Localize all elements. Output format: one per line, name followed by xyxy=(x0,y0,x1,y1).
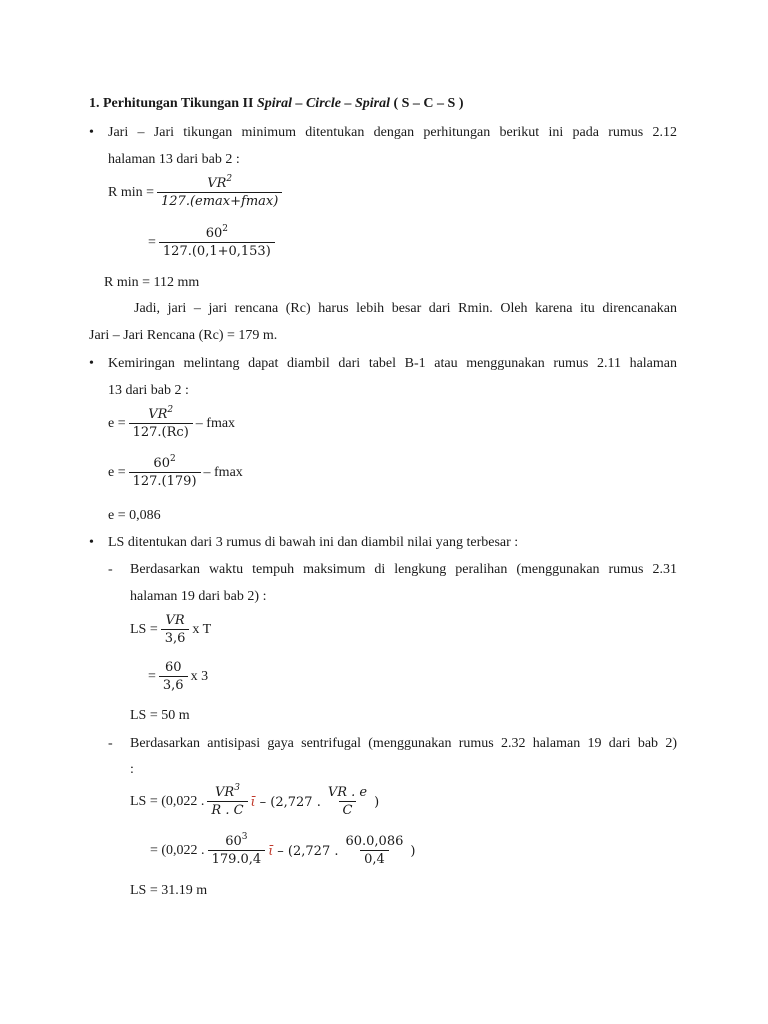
b1-text-line2: halaman 13 dari bab 2 : xyxy=(108,152,240,167)
iota-symbol-2: ῑ xyxy=(268,843,274,859)
e-sub-denominator: 127.(179) xyxy=(129,472,201,490)
ls2-sub-denominator-b: 0,4 xyxy=(360,850,389,868)
ls-result-2: LS = 31.19 m xyxy=(130,883,208,898)
e-sub-label: e = xyxy=(108,465,126,480)
e-fraction xyxy=(129,407,193,441)
e-result: e = 0,086 xyxy=(108,508,161,523)
heading-suffix: ( S – C – S ) xyxy=(393,96,464,111)
rmin-fraction xyxy=(157,176,282,210)
b2-text-line1: Kemiringan melintang dapat diambil dari tabel B-1 atau menggunakan rumus 2.11 halaman xyxy=(108,356,677,371)
e-denominator: 127.(Rc) xyxy=(129,423,193,441)
heading-title-italic: Spiral – Circle – Spiral xyxy=(256,96,390,111)
ls-fraction-1 xyxy=(161,613,190,647)
section-heading xyxy=(89,95,464,113)
b1-text-line1: Jari – Jari tikungan minimum ditentukan dengan perhitungan berikut ini pada rumus 2.12 xyxy=(108,125,677,140)
rmin-sub-numerator: $60^2$ xyxy=(205,224,228,241)
ls-times-3: x 3 xyxy=(190,669,209,684)
e-label: e = xyxy=(108,416,126,431)
heading-number: 1. xyxy=(89,96,100,111)
eq-sign: = xyxy=(148,235,156,250)
ls-substitution-2 xyxy=(150,834,415,868)
bullet-2: • xyxy=(89,356,94,371)
rmin-denominator: 127.(emax+fmax) xyxy=(157,192,282,210)
ls-denominator-1: 3,6 xyxy=(161,629,190,647)
e-sub-minus-fmax: – fmax xyxy=(203,465,243,480)
rmin-substitution xyxy=(148,226,278,260)
ls-substitution-1 xyxy=(148,660,208,694)
ls2-sub-fraction-a xyxy=(208,834,266,868)
d2-text-line1: Berdasarkan antisipasi gaya sentrifugal (menggunakan rumus 2.32 halaman 19 dari bab 2) xyxy=(130,736,677,751)
d2-text-line2: : xyxy=(130,762,134,777)
ls2-sub-mid: – (2,727 . xyxy=(277,843,339,859)
ls2-sub-numerator-b: 60.0,086 xyxy=(345,834,404,849)
ls-numerator-1: VR xyxy=(165,613,185,628)
ls-formula-2 xyxy=(130,785,379,819)
ls-label: LS = xyxy=(130,622,158,637)
rmin-numerator: $VR^2$ xyxy=(207,174,233,191)
b1-paragraph-line1: Jadi, jari – jari rencana (Rc) harus lebih besar dari Rmin. Oleh karena itu direncanakan xyxy=(134,301,677,316)
rmin-label: R min = xyxy=(108,185,155,200)
e-sub-numerator: $60^2$ xyxy=(153,454,176,471)
dash-2: - xyxy=(108,736,113,751)
ls2-denominator-a: R . C xyxy=(207,801,247,819)
e-formula xyxy=(108,407,235,441)
rmin-result: R min = 112 mm xyxy=(104,275,200,290)
iota-symbol: ῑ xyxy=(250,794,256,810)
rmin-sub-denominator: 127.(0,1+0,153) xyxy=(159,242,275,260)
b2-text-line2: 13 dari bab 2 : xyxy=(108,383,189,398)
ls2-sub-fraction-b xyxy=(341,834,407,868)
ls2-fraction-a xyxy=(207,785,247,819)
ls-times-t: x T xyxy=(192,622,212,637)
ls-sub-numerator-1: 60 xyxy=(164,660,182,675)
b1-paragraph-line2: Jari – Jari Rencana (Rc) = 179 m. xyxy=(89,328,278,343)
rmin-sub-fraction xyxy=(159,226,275,260)
bullet-3: • xyxy=(89,535,94,550)
ls2-close: ) xyxy=(374,794,380,810)
ls2-mid: – (2,727 . xyxy=(259,794,321,810)
ls-formula-1 xyxy=(130,613,211,647)
d1-text-line1: Berdasarkan waktu tempuh maksimum di lengkung peralihan (menggunakan rumus 2.31 xyxy=(130,562,677,577)
e-minus-fmax: – fmax xyxy=(195,416,236,431)
ls-result-1: LS = 50 m xyxy=(130,708,190,723)
e-substitution xyxy=(108,456,243,490)
e-numerator: $VR^2$ xyxy=(148,405,174,422)
ls2-sub-close: ) xyxy=(410,843,416,859)
ls2-sub-open: = (0,022 . xyxy=(150,843,205,858)
dash-1: - xyxy=(108,562,113,577)
ls2-numerator-b: VR . e xyxy=(327,785,368,800)
ls2-numerator-a: $VR^3$ xyxy=(215,783,240,800)
bullet-1: • xyxy=(89,125,94,140)
d1-text-line2: halaman 19 dari bab 2) : xyxy=(130,589,267,604)
heading-title: Perhitungan Tikungan II xyxy=(103,96,254,111)
rmin-formula xyxy=(108,176,285,210)
e-sub-fraction xyxy=(129,456,201,490)
ls-sub-denominator-1: 3,6 xyxy=(159,676,188,694)
eq-sign-2: = xyxy=(148,669,156,684)
ls2-denominator-b: C xyxy=(339,801,357,819)
ls2-open: LS = (0,022 . xyxy=(130,794,205,809)
ls2-fraction-b xyxy=(324,785,371,819)
ls-sub-fraction-1 xyxy=(159,660,188,694)
ls2-sub-numerator-a: $60^3$ xyxy=(225,832,248,849)
ls2-sub-denominator-a: 179.0,4 xyxy=(208,850,266,868)
b3-text-line1: LS ditentukan dari 3 rumus di bawah ini dan diambil nilai yang terbesar : xyxy=(108,535,519,550)
